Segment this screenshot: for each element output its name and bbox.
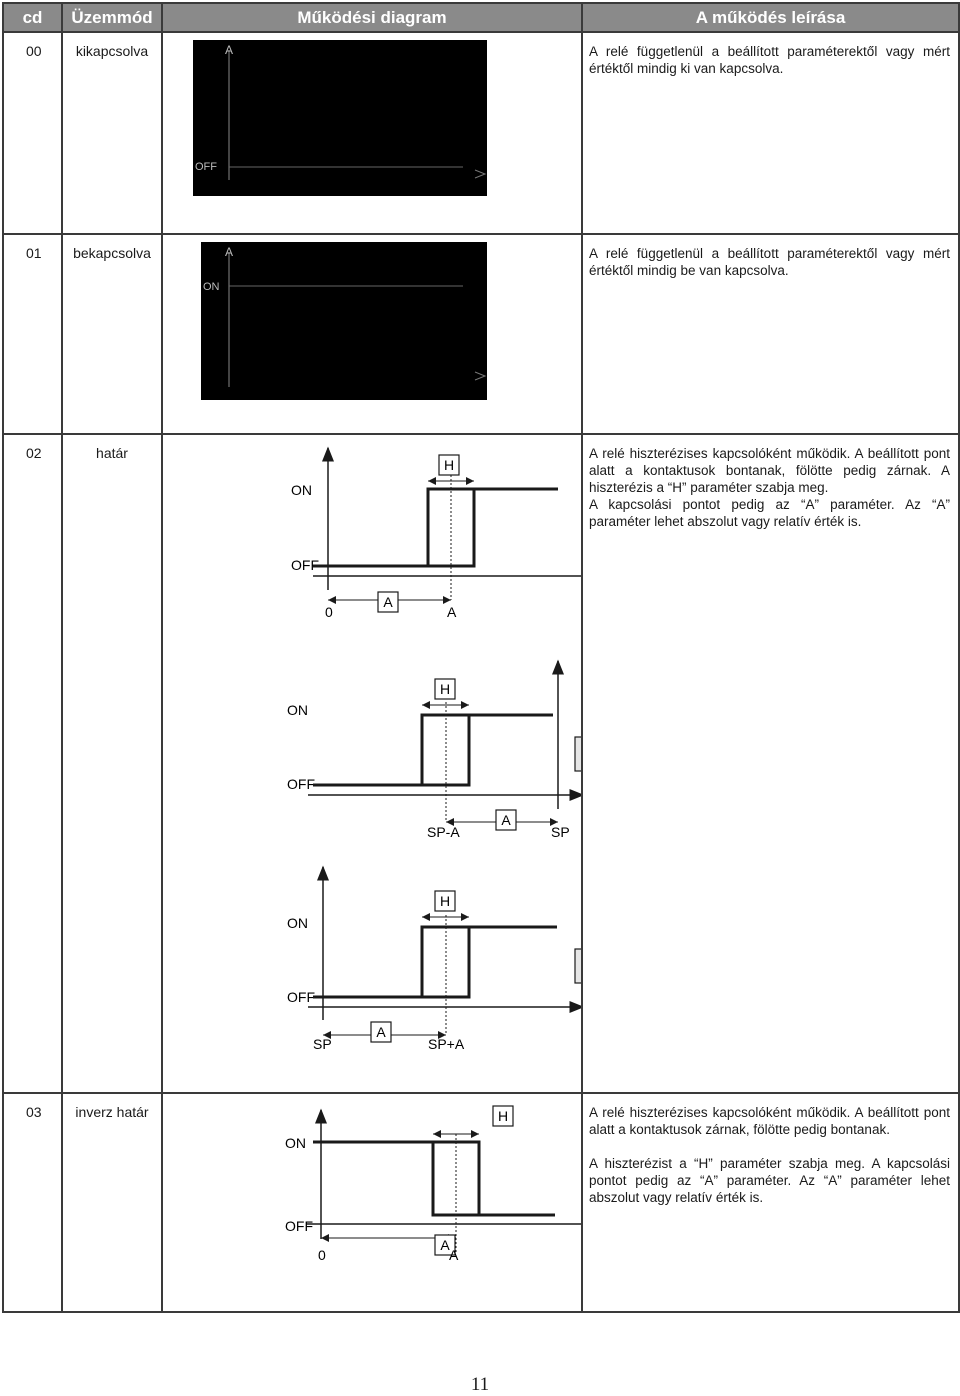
x-left-label: SP-A [427, 824, 460, 837]
h-label: H [443, 457, 455, 473]
row-description [582, 1093, 959, 1312]
row-description [582, 234, 959, 434]
x-right-label: A [449, 1247, 459, 1263]
table-row [3, 234, 959, 434]
x-right-label: A [447, 604, 457, 620]
x-mid-label: A [376, 1024, 386, 1040]
off-label: OFF [291, 557, 319, 573]
switch-curve-upper [428, 489, 558, 566]
table-row [3, 32, 959, 234]
hysteresis-diagram-sp-relative-lower [163, 647, 581, 837]
x-mid-label: A [501, 812, 511, 828]
axis-label-a: A [225, 245, 234, 259]
switch-curve-lower [313, 489, 474, 566]
x-left-label: SP [313, 1036, 332, 1052]
operation-modes-table [2, 2, 960, 1313]
x-left-label: 0 [325, 604, 333, 620]
diagram-cell [162, 1093, 582, 1312]
axis-label-a: A [225, 43, 234, 57]
row-mode: bekapcsolva [62, 234, 162, 434]
diagram-cell [162, 32, 582, 234]
header-cd: cd [3, 3, 62, 32]
off-label: OFF [285, 1218, 313, 1234]
x-mid-label: A [383, 594, 393, 610]
row-cd: 03 [3, 1093, 62, 1312]
row-cd: 01 [3, 234, 62, 434]
on-label: ON [285, 1135, 306, 1151]
h-label: H [439, 893, 451, 909]
row-mode: kikapcsolva [62, 32, 162, 234]
x-right-label: SP [551, 824, 570, 837]
description-text: A relé függetlenül a beállított paraméterektől vagy mért értéktől mindig be van kapcsolva. [589, 246, 950, 278]
description-text: A kapcsolási pontot pedig az “A” paraméter. Az “A” paraméter lehet abszolut vagy relatív érték is. [589, 497, 950, 529]
row-description [582, 32, 959, 234]
x-right-label: SP+A [428, 1036, 465, 1052]
header-diagram: Működési diagram [162, 3, 582, 32]
inverse-hysteresis-diagram-absolute [163, 1094, 581, 1294]
description-text: A relé hiszterézises kapcsolóként működik. A beállított pont alatt a kontaktusok zárnak, fölötte pedig bontanak. [589, 1105, 950, 1137]
diagram-cell [162, 434, 582, 1093]
switch-curve-lower [313, 927, 469, 997]
switch-curve-upper [422, 927, 557, 997]
off-label: OFF [287, 776, 315, 792]
header-mode: Üzemmód [62, 3, 162, 32]
on-mode-image [201, 242, 501, 402]
x-mid-label: A [440, 1237, 450, 1253]
off-label: OFF [287, 989, 315, 1005]
table-row [3, 434, 959, 1093]
off-mode-image [193, 40, 493, 200]
description-text: A relé hiszterézises kapcsolóként működik. A beállított pont alatt a kontaktusok bontanak, fölötte pedig zárnak. A hiszterézis a “H” paraméter szabja meg. [589, 446, 950, 495]
header-desc: A működés leírása [582, 3, 959, 32]
on-label: ON [287, 915, 308, 931]
h-label: H [497, 1108, 509, 1124]
on-label: ON [291, 482, 312, 498]
header-row [3, 3, 959, 32]
x-left-label: 0 [318, 1247, 326, 1263]
on-label: ON [203, 281, 220, 293]
diagram-cell [162, 234, 582, 434]
table-row [3, 1093, 959, 1312]
switch-curve-upper [422, 715, 553, 785]
description-text: A relé függetlenül a beállított paraméterektől vagy mért értéktől mindig ki van kapcsolva. [589, 44, 950, 76]
row-mode: határ [62, 434, 162, 1093]
h-label: H [439, 681, 451, 697]
row-cd: 00 [3, 32, 62, 234]
page-number: 11 [470, 1374, 490, 1395]
hysteresis-diagram-sp-relative-upper [163, 855, 581, 1055]
off-label: OFF [195, 161, 217, 173]
hysteresis-diagram-absolute [163, 435, 581, 625]
on-label: ON [287, 702, 308, 718]
row-description [582, 434, 959, 1093]
row-cd: 02 [3, 434, 62, 1093]
description-text: A hiszterézist a “H” paraméter szabja meg. A kapcsolási pontot pedig az “A” paraméter. Az “A” paraméter lehet abszolut vagy relatív érték is. [589, 1156, 950, 1205]
row-mode: inverz határ [62, 1093, 162, 1312]
